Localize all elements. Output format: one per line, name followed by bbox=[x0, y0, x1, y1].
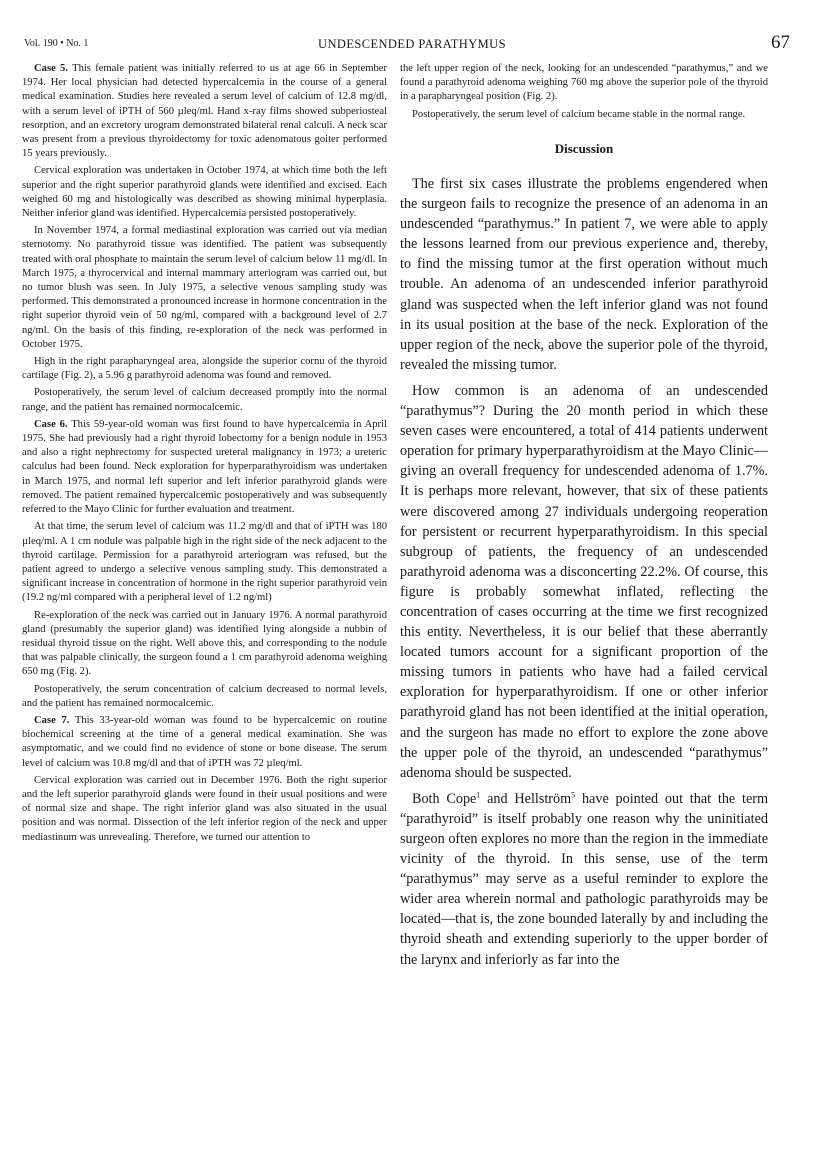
paragraph: In November 1974, a formal mediastinal exploration was carried out via median sternotomy. No parathyroid tissue was identified. The patient was subsequently treated with oral phosphate to maintain the serum level of calcium below 11 mg/dl. In March 1975, a thyrocervical and internal mammary arteriogram was carried out, but no tumor blush was seen. In July 1975, a selective venous sampling study was performed. This demonstrated a pronounced increase in hormone concentration in the right superior thyroid vein of 50 ng/ml, compared with a background level of 2.7 ng/ml. On the basis of this finding, re-exploration of the neck was performed in October 1975. bbox=[22, 225, 387, 350]
paragraph: Postoperatively, the serum concentration of calcium decreased to normal levels, and the patient has remained normocalcemic. bbox=[22, 683, 387, 709]
case5-label: Case 5. bbox=[34, 63, 68, 74]
running-title: UNDESCENDED PARATHYMUS bbox=[318, 37, 506, 51]
citation-ref: 5 bbox=[571, 790, 576, 800]
paragraph: The first six cases illustrate the problems engendered when the surgeon fails to recognize the presence of an adenoma in an undescended “parathymus.” In patient 7, we were able to apply the lessons learned from our previous experience and, thereby, to find the missing tumor at the first operation without much trouble. An adenoma of an undescended inferior parathyroid gland was suspected when the left inferior gland was not found in its usual position at the base of the neck. Exploration of the upper region of the neck, above the superior pole of the thyroid, revealed the missing tumor. bbox=[400, 176, 768, 373]
paragraph: Postoperatively, the serum level of calcium decreased promptly into the normal range, and the patient has remained normocalcemic. bbox=[22, 387, 387, 413]
paragraph: High in the right parapharyngeal area, alongside the superior cornu of the thyroid cartilage (Fig. 2), a 5.96 g parathyroid adenoma was found and removed. bbox=[22, 356, 387, 382]
case7-paragraph: Case 7. This 33-year-old woman was found to be hypercalcemic on routine biochemical screening at the time of a general medical examination. She was asymptomatic, and we could find no evidence of stone or bone disease. The serum level of calcium was 10.8 mg/dl and that of iPTH was 72 µleq/ml. bbox=[22, 714, 387, 769]
paragraph: Both Cope$^1$ and Hellström$^5$ have pointed out that the term “parathyroid” is itself probably one reason why the uninitiated surgeon often explores no more than the region in the immediate vicinity of the thyroid. In this sense, use of the term “parathymus” may serve as a useful reminder to explore the wider area wherein normal and pathologic parathyroids may be located—that is, the zone bounded laterally by and including the thyroid sheath and extending superiorly to the upper border of the larynx and inferiorly as far into the bbox=[400, 790, 769, 968]
paragraph: Cervical exploration was undertaken in October 1974, at which time both the left superior and the right superior parathyroid glands were identified and excised. Each weighed 60 mg and histologically was described as showing minimal hyperplasia. Neither inferior gland was identified. Hypercalcemia persisted postoperatively. bbox=[22, 165, 387, 220]
case5-paragraph: Case 5. This female patient was initially referred to us at age 66 in September 1974. Her local physician had detected hypercalcemia in the course of a general medical examination. Studies here revealed a serum level of calcium of 12.8 mg/dl, with a serum level of iPTH of 560 µleq/ml. Hand x-ray films showed subperiosteal resorption, and an excretory urogram demonstrated bilateral renal calculi. A neck scar was present from a previous thyroidectomy for toxic adenomatous goiter performed 15 years previously. bbox=[22, 63, 387, 160]
paragraph: How common is an adenoma of an undescended “parathymus”? During the 20 month period in which these seven cases were encountered, a total of 414 patients underwent operation for primary hyperparathyroidism at the Mayo Clinic—giving an overall frequency for undescended adenoma of 1.7%. It is perhaps more relevant, however, that six of these patients were discovered among 27 individuals undergoing reoperation for persistent or recurrent hyperparathyroidism. In this special subgroup of patients, the frequency of an undescended parathyroid adenoma was a disconcerting 22.2%. Of course, this figure is probably somewhat inflated, reflecting the concentration of cases occurring at the time we first recognized this entity. Nevertheless, it is our belief that these aberrantly located tumors account for a significant proportion of the missing tumors in patients who have had a failed cervical exploration for hyperparathyroidism. If one or other inferior parathyroid gland has not been identified at the initial operation, and the surgeon has made no effort to explore the zone above the upper pole of the thyroid, an undescended “parathymus” adenoma should be suspected. bbox=[400, 382, 768, 781]
citation-ref: 1 bbox=[476, 790, 481, 800]
discussion-body bbox=[400, 174, 768, 970]
paragraph: At that time, the serum level of calcium was 11.2 mg/dl and that of iPTH was 180 µleq/ml. A 1 cm nodule was palpable high in the right side of the neck adjacent to the thyroid cartilage. Permission for a parathyroid arteriogram was refused, but the patient agreed to undergo a selective venous sampling study. This demonstrated a significant increase in concentration of hormone in the right superior parathyroid vein (19.2 ng/ml compared with a peripheral level of 1.2 ng/ml) bbox=[22, 521, 387, 604]
right-column bbox=[400, 62, 768, 970]
paragraph: Postoperatively, the serum level of calcium became stable in the normal range. bbox=[412, 108, 746, 120]
volume-label: Vol. 190 • No. 1 bbox=[24, 38, 89, 49]
case7-label: Case 7. bbox=[34, 714, 70, 726]
case6-label: Case 6. bbox=[34, 418, 68, 430]
paragraph: Cervical exploration was carried out in December 1976. Both the right superior and the left superior parathyroid glands were found in their usual positions and were of normal size and shape. The right inferior gland was also situated in the usual position and was normal. Dissection of the left inferior region of the neck and upper mediastinum was unrevealing. Therefore, we turned our attention to bbox=[22, 774, 387, 843]
discussion-heading: Discussion bbox=[554, 140, 614, 156]
running-header bbox=[24, 34, 800, 56]
page-number: 67 bbox=[771, 32, 790, 53]
paragraph: Re-exploration of the neck was carried out in January 1976. A normal parathyroid gland (presumably the superior gland) was identified lying alongside a nubbin of residual thyroid tissue on the right. Well above this, and corresponding to the nodule that was palpable clinically, the surgeon found a 1 cm parathyroid adenoma weighing 650 mg (Fig. 2). bbox=[22, 609, 387, 678]
case6-paragraph: Case 6. This 59-year-old woman was first found to have hypercalcemia in April 1975. She had previously had a right thyroid lobectomy for a benign nodule in 1953 and also a right nephrectomy for suspected ureteral malignancy in 1973; a ureteric calculus had been found. Neck exploration for hyperparathyroidism was undertaken in March 1975, and normal left superior and left inferior parathyroid glands were removed. The patient remained hypercalcemic postoperatively and was subsequently referred to the Mayo Clinic for further evaluation and treatment. bbox=[22, 418, 387, 516]
continuation-paragraph: the left upper region of the neck, looking for an undescended “parathymus,” and we found a parathyroid adenoma weighing 760 mg above the superior pole of the thyroid in a parapharyngeal position (Fig. 2). bbox=[400, 63, 768, 103]
left-column bbox=[22, 62, 387, 845]
